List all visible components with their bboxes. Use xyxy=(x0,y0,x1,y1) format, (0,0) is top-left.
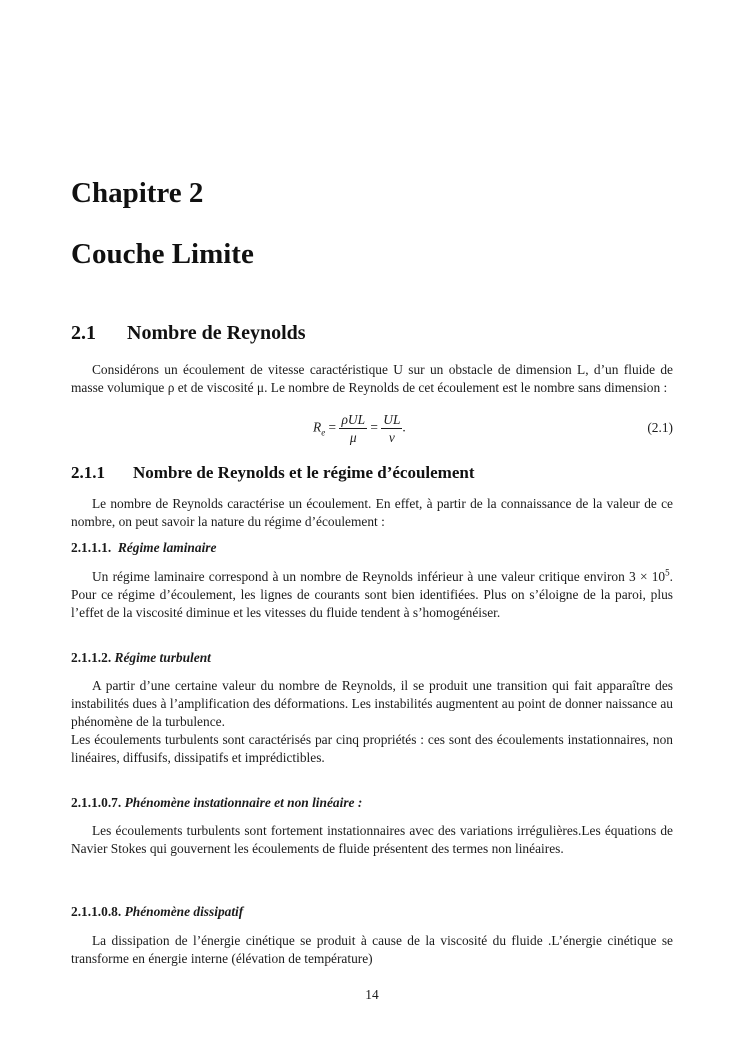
heading-number: 2.1.1.2. xyxy=(71,650,112,665)
section-heading xyxy=(71,322,306,345)
paragraph xyxy=(71,932,673,968)
equation-period: . xyxy=(402,419,406,435)
fraction-numerator: ρUL xyxy=(341,412,366,427)
equation-label: (2.1) xyxy=(647,420,673,435)
equation-lhs: R xyxy=(313,419,322,435)
paragraph xyxy=(71,731,673,767)
heading-number: 2.1.1.0.8. xyxy=(71,904,122,919)
subsection-title: Nombre de Reynolds et le régime d’écoulement xyxy=(133,463,475,482)
subsubsection-heading xyxy=(71,540,216,556)
equals-sign: = xyxy=(370,419,378,435)
paragraph-text: Considérons un écoulement de vitesse caractéristique U sur un obstacle de dimension L, d’un fluide de masse volumique ρ et de viscosité μ. Le nombre de Reynolds de cet écoulement est le nombre sans dimension : xyxy=(71,362,673,395)
page-number: 14 xyxy=(365,987,379,1002)
subsubsection-heading xyxy=(71,650,211,666)
equation-body xyxy=(313,411,406,446)
paragraph-heading xyxy=(71,904,243,920)
paragraph-heading xyxy=(71,795,362,811)
equals-sign: = xyxy=(328,419,337,435)
chapter-label: Chapitre 2 xyxy=(71,177,204,209)
paragraph-text: Le nombre de Reynolds caractérise un écoulement. En effet, à partir de la connaissance de la valeur de ce nombre, on peut savoir la nature du régime d’écoulement : xyxy=(71,496,673,529)
equation-2-1 xyxy=(71,408,673,448)
fraction-rho-u-l-over-mu xyxy=(339,411,367,446)
paragraph-text: La dissipation de l’énergie cinétique se produit à cause de la viscosité du fluide .L’énergie cinétique se transforme en énergie interne (élévation de température) xyxy=(71,933,673,966)
paragraph xyxy=(71,822,673,858)
heading-number: 2.1.1.1. xyxy=(71,540,112,555)
chapter-title: Couche Limite xyxy=(71,238,254,270)
heading-title: Régime turbulent xyxy=(114,650,211,665)
section-title: Nombre de Reynolds xyxy=(127,322,306,344)
paragraph xyxy=(71,361,673,397)
subsection-heading xyxy=(71,463,475,483)
superscript: 5 xyxy=(665,567,670,578)
section-number: 2.1 xyxy=(71,322,96,344)
heading-title: Régime laminaire xyxy=(117,540,217,555)
paragraph-text: Un régime laminaire correspond à un nombre de Reynolds inférieur à une valeur critique environ 3 × 10 xyxy=(92,569,666,584)
heading-title: Phénomène instationnaire et non linéaire : xyxy=(124,795,363,810)
paragraph xyxy=(71,495,673,531)
heading-title: Phénomène dissipatif xyxy=(124,904,244,919)
fraction-u-l-over-nu xyxy=(381,411,402,446)
paragraph xyxy=(71,568,673,622)
fraction-denominator: μ xyxy=(349,430,357,445)
paragraph-text: Les écoulements turbulents sont caractérisés par cinq propriétés : ces sont des écoulements instationnaires, non linéaires, diffusifs, dissipatifs et imprédictibles. xyxy=(71,732,673,765)
paragraph xyxy=(71,677,673,731)
paragraph-text: . Pour ce régime d’écoulement, les lignes de courants sont bien identifiées. Plus on s’éloigne de la paroi, plus l’effet de la viscosité diminue et les vitesses du fluide tendent à s’homogénéiser. xyxy=(71,569,673,620)
fraction-denominator: ν xyxy=(388,430,395,445)
paragraph-text: Les écoulements turbulents sont fortement instationnaires avec des variations irrégulières.Les équations de Navier Stokes qui gouvernent les écoulements de fluide présentent des termes non linéaires. xyxy=(71,823,673,856)
subsection-number: 2.1.1 xyxy=(71,463,105,482)
heading-number: 2.1.1.0.7. xyxy=(71,795,122,810)
fraction-numerator: UL xyxy=(383,412,401,427)
paragraph-text: A partir d’une certaine valeur du nombre de Reynolds, il se produit une transition qui fait apparaître des instabilités dues à l’amplification des déformations. Les instabilités augmentent au point de donner naissance au phénomène de la turbulence. xyxy=(71,678,673,729)
equation-lhs-sub: e xyxy=(321,427,326,438)
